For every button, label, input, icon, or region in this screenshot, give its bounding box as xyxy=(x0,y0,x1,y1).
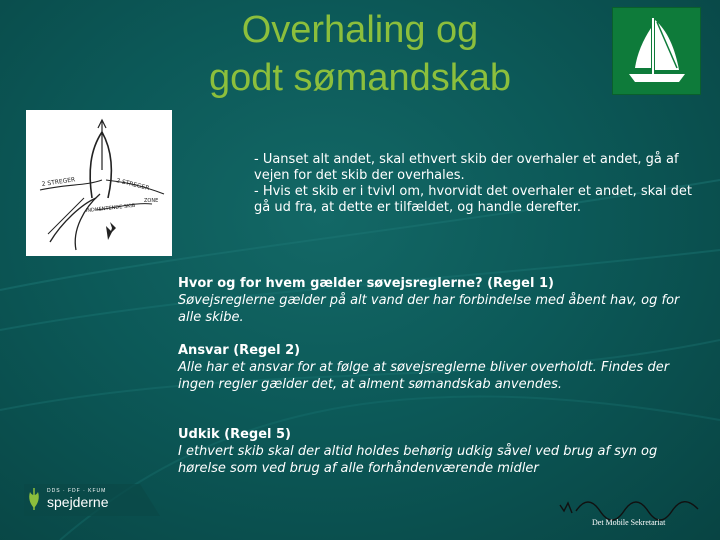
diagram-label-sector: ZONE xyxy=(144,198,159,204)
section-regel-2 xyxy=(178,342,698,393)
title-line-1: Overhaling og xyxy=(241,9,479,51)
section-body: Søvejsreglerne gælder på alt vand der har forbindelse med åbent hav, og for alle skibe. xyxy=(178,293,680,325)
section-regel-5 xyxy=(178,426,698,477)
brand-small-text: DDS · FDF · KFUM xyxy=(47,488,107,494)
slide-title xyxy=(140,6,580,102)
diagram-label-left: 2 STREGER xyxy=(41,176,76,188)
brand-name: spejderne xyxy=(47,494,109,510)
section-heading: Udkik (Regel 5) xyxy=(178,427,291,442)
brand-logo xyxy=(47,488,109,510)
sailboat-logo xyxy=(612,7,701,95)
section-heading: Ansvar (Regel 2) xyxy=(178,343,301,358)
diagram-label-right: 2 STREGER xyxy=(115,177,150,193)
section-regel-1 xyxy=(178,275,698,326)
sailboat-icon xyxy=(613,8,700,94)
title-line-2: godt sømandskab xyxy=(208,57,512,99)
rule-intro-line-1: - Uanset alt andet, skal ethvert skib der overhaler et andet, gå af vejen for det skib der overhales. xyxy=(254,152,679,183)
rule-intro-line-2: - Hvis et skib er i tvivl om, hvorvidt det overhaler et andet, skal det gå ud fra, at dette er tilfældet, og handle derefter. xyxy=(254,184,693,215)
overtaking-rule-text xyxy=(254,152,694,216)
diagram-label-bottom: INDHENTENDE SKIB xyxy=(85,202,136,214)
overtaking-diagram-icon xyxy=(26,110,172,256)
section-body: Alle har et ansvar for at følge at søvejsreglerne bliver overholdt. Findes der ingen regler gælder det, at alment sømandskab anvendes. xyxy=(178,360,670,392)
partner-name: Det Mobile Sekretariat xyxy=(592,518,666,527)
section-body: I ethvert skib skal der altid holdes behørig udkig såvel ved brug af syn og hørelse som ved brug af alle forhåndenværende midler xyxy=(178,444,658,476)
section-heading: Hvor og for hvem gælder søvejsreglerne? (Regel 1) xyxy=(178,276,554,291)
overtaking-diagram xyxy=(26,110,172,256)
